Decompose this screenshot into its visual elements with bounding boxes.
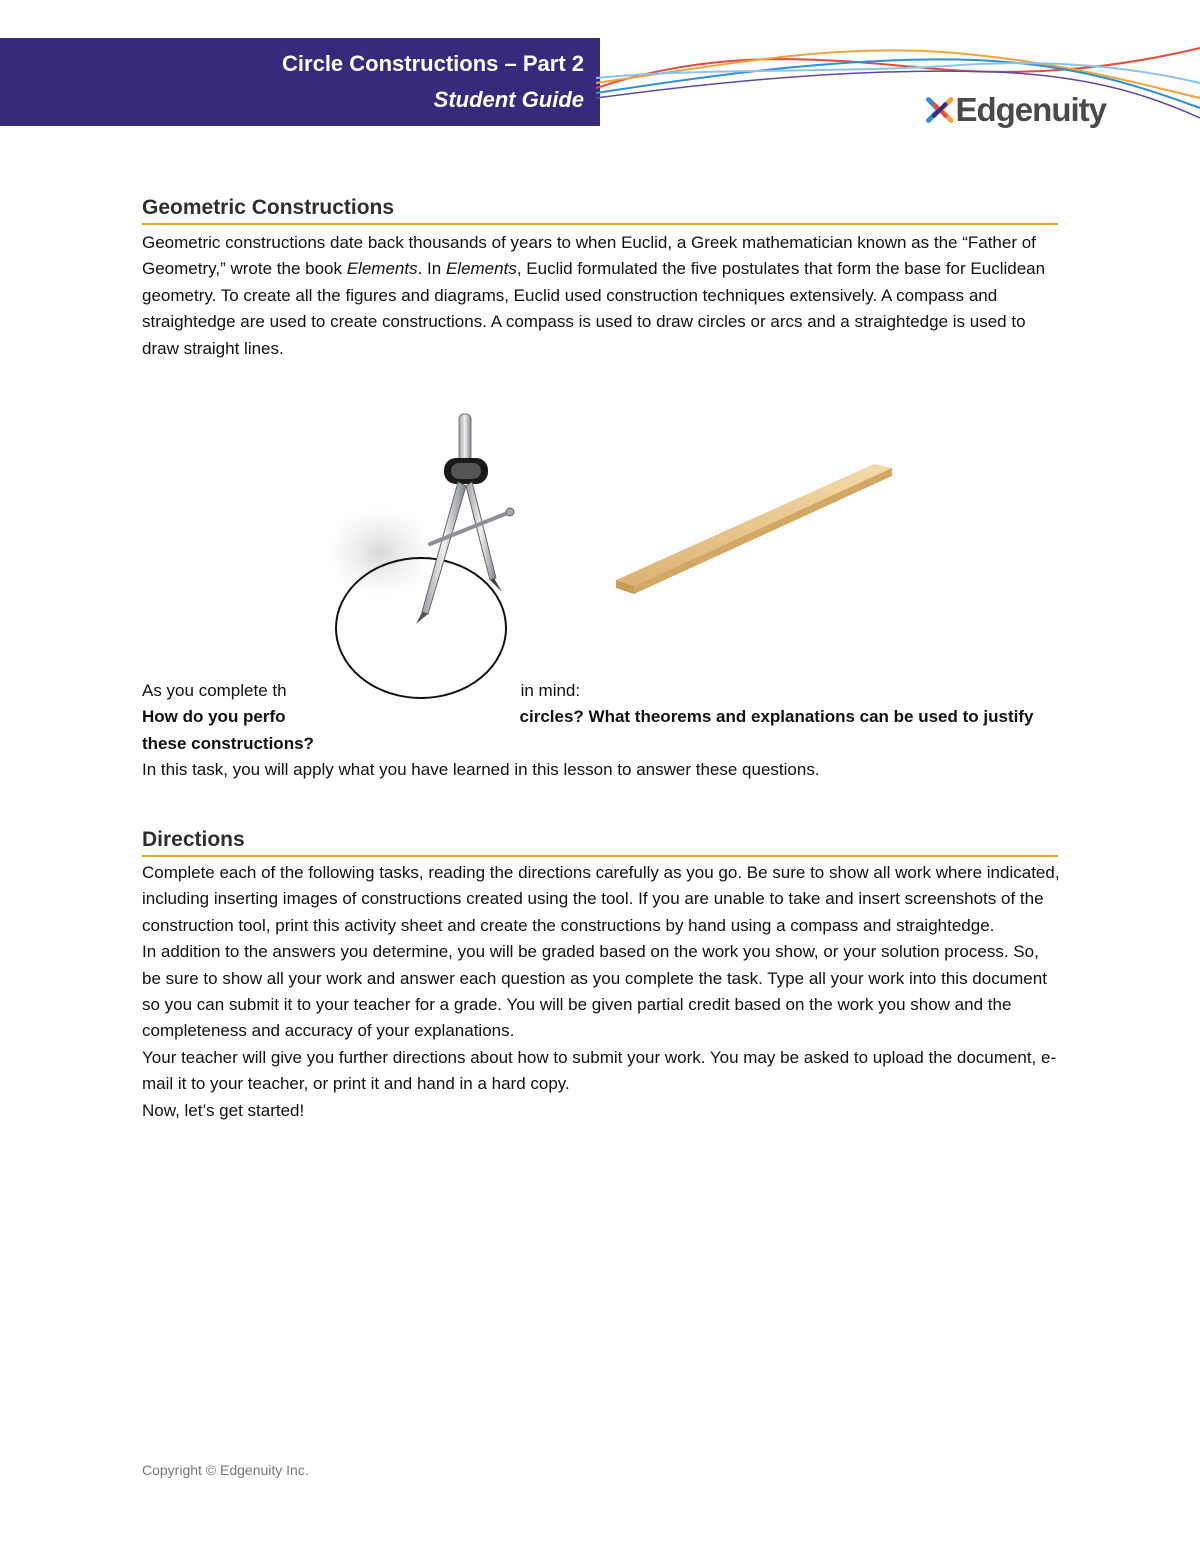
compass-icon — [318, 414, 514, 698]
directions-p3: Your teacher will give you further directions about how to submit your work. You may be asked to upload the document, e-mail it to your teacher, or print it and hand in a hard copy. — [142, 1047, 1057, 1094]
edgenuity-x-icon — [926, 93, 953, 127]
directions-p4: Now, let’s get started! — [142, 1100, 305, 1120]
edgenuity-logo — [926, 90, 1106, 130]
logo-text: Edgenuity — [955, 91, 1106, 128]
document-title: Circle Constructions – Part 2 — [282, 51, 584, 76]
directions-paragraph — [142, 860, 1062, 1124]
section-heading-geometric-constructions: Geometric Constructions — [142, 196, 1058, 225]
document-subtitle: Student Guide — [433, 87, 584, 112]
directions-p1: Complete each of the following tasks, reading the directions carefully as you go. Be sure to show all work where indicated, including inserting images of constructions created using the tool. If you are unable to take and insert screenshots of the construction tool, print this activity sheet and create the constructions by hand using a compass and straightedge. — [142, 863, 1060, 935]
directions-p2: In addition to the answers you determine, you will be graded based on the work you show, or your solution process. So, be sure to show all your work and answer each question as you complete the task. Type all your work into this document so you can submit it to your teacher for a grade. You will be given partial credit based on the work you show and the completeness and accuracy of your explanations. — [142, 942, 1047, 1041]
guiding-question-paragraph: As you complete th in mind: How do you perfo circles? What theorems and explanations can be used to justify these constructions? In this task, you will apply what you have learned in this lesson to answer these questions. — [142, 681, 1034, 780]
decorative-waves-icon — [596, 28, 1200, 138]
footer-copyright: Copyright © Edgenuity Inc. — [142, 1462, 309, 1478]
section-heading-directions: Directions — [142, 828, 1058, 857]
compass-straightedge-figure — [318, 402, 908, 704]
intro-paragraph: Geometric constructions date back thousands of years to when Euclid, a Greek mathematician known as the “Father of Geometry,” wrote the book Elements. In Elements, Euclid formulated the five postulates that form the base for Euclidean geometry. To create all the figures and diagrams, Euclid used construction techniques extensively. A compass and straightedge are used to create constructions. A compass is used to draw circles or arcs and a straightedge is used to draw straight lines. — [142, 233, 1046, 358]
header-band — [0, 38, 600, 126]
straightedge-icon — [616, 464, 892, 594]
